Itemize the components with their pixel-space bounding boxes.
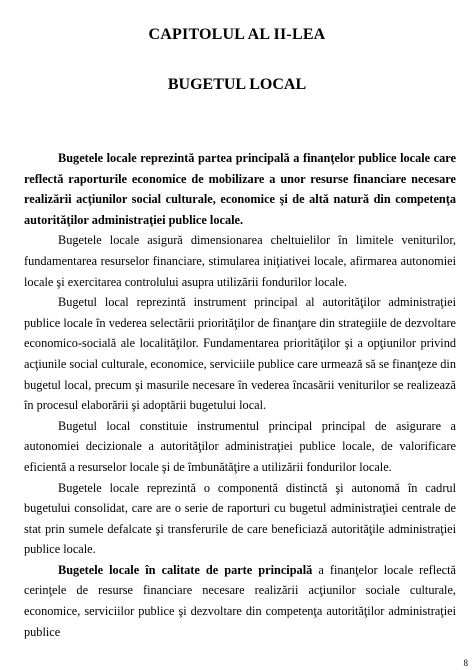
paragraph-2-text: Bugetele locale asigură dimensionarea cheltuielilor în limitele veniturilor, fundamentarea resurselor financiare, stimularea iniţiativei locale, afirmarea autonomiei locale şi exercitarea controlului asupra utilizării fondurilor locale. [24,233,456,289]
paragraph-1 [24,148,456,230]
paragraph-6-text: a finanţelor locale reflectă cerinţele de resurse financiare necesare realizării acţiunilor sociale culturale, economice, serviciilor publice şi dezvoltare din competenţa autorităţilor administraţiei publice [24,562,456,639]
paragraph-3-text: Bugetul local reprezintă instrument principal al autorităţilor administraţiei publice locale în vederea selectării priorităţilor de finanţare din strategiile de dezvoltare economico-socială ale localităţilor. Fundamentarea priorităţilor şi a opţiunilor privind acţiunile social culturale, economice, serviciile publice care urmează să se finanţeze din bugetul local, precum şi masurile necesare în vederea încasării veniturilor se realizează în procesul elaborării şi adoptării bugetului local. [24,295,456,413]
chapter-title: BUGETUL LOCAL [167,76,307,93]
paragraph-5-text: Bugetele locale reprezintă o componentă distinctă şi autonomă în cadrul bugetului consolidat, care are o serie de raporturi cu bugetul administraţiei centrale de stat prin sumele defalcate şi transferurile de care beneficiază autorităţile administraţiei publice locale. [24,480,456,557]
paragraph-6-lead: Bugetele locale în calitate de parte principală [58,562,313,577]
paragraph-3 [24,292,456,416]
paragraph-4 [24,416,456,478]
chapter-heading: CAPITOLUL AL II-LEA [148,26,326,43]
body-text [24,148,456,642]
paragraph-5 [24,478,456,560]
page-number: 8 [463,658,468,668]
paragraph-4-text: Bugetul local constituie instrumentul principal principal de asigurare a autonomiei decizionale a autorităţilor administraţiei publice locale, de valorificare eficientă a resurselor locale şi de îmbunătăţire a utilizării fondurilor locale. [24,418,456,474]
paragraph-1-text: Bugetele locale reprezintă partea principală a finanţelor publice locale care reflectă raporturile economice de mobilizare a unor resurse financiare necesare realizării acţiunilor social culturale, economice şi de altă natură din competenţa autorităţilor administraţiei publice locale. [24,151,456,227]
paragraph-2 [24,230,456,292]
paragraph-6 [24,560,456,642]
